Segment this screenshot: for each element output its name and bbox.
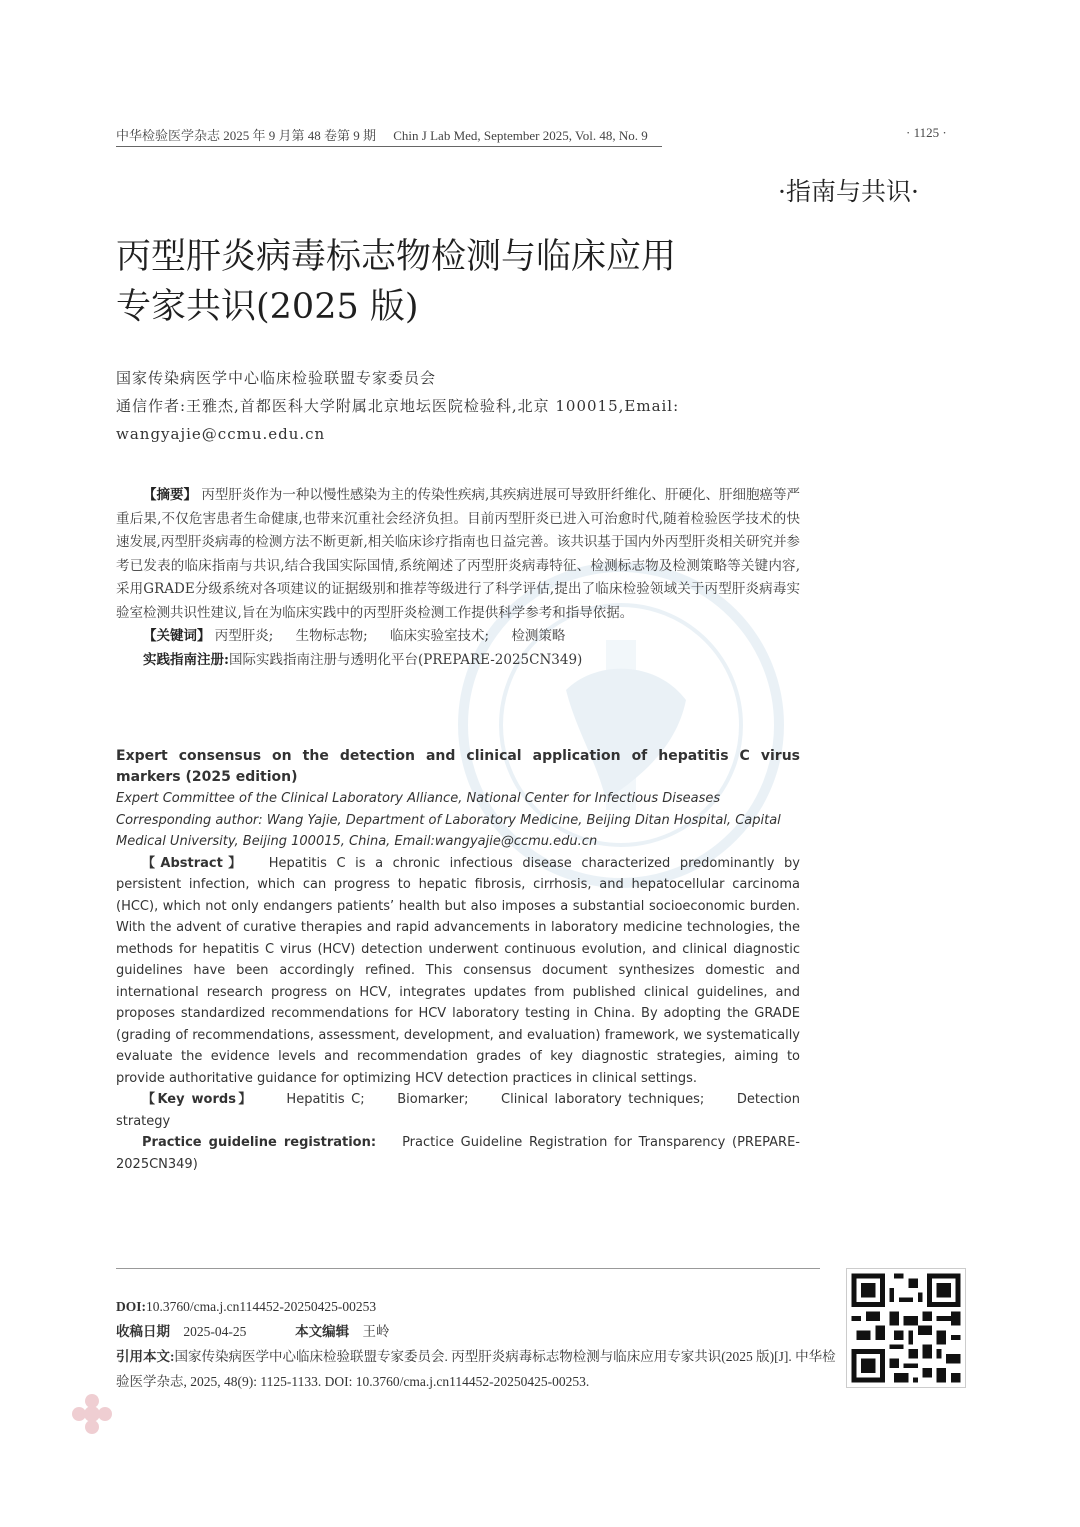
title-line-2: 专家共识(2025 版): [116, 287, 419, 327]
keywords-en: [116, 1089, 800, 1132]
journal-name-cn: 中华检验医学杂志 2025 年 9 月第 48 卷第 9 期: [116, 128, 377, 143]
doi-value[interactable]: 10.3760/cma.j.cn114452-20250425-00253: [146, 1299, 377, 1314]
corresponding-author-en: Corresponding author: Wang Yajie, Department of Laboratory Medicine, Beijing Ditan Hospital, Capital Medical University, Beijing 100015, China, Email:wangyajie@ccmu.edu.cn: [116, 812, 781, 849]
abstract-paragraph-cn: [116, 484, 800, 625]
doi-row: [116, 1294, 836, 1319]
article-title-en: Expert consensus on the detection and clinical application of hepatitis C virus markers (2025 edition): [116, 748, 800, 785]
keyword-en: Biomarker;: [397, 1092, 469, 1107]
keyword-cn: 临床实验室技术;: [390, 628, 490, 644]
title-line-1: 丙型肝炎病毒标志物检测与临床应用: [116, 237, 677, 277]
cite-label: 引用本文:: [116, 1349, 175, 1364]
running-header: [116, 125, 662, 147]
page-number: · 1125 ·: [906, 125, 947, 140]
article-title-cn: [116, 232, 836, 332]
abstract-text-cn: 丙型肝炎作为一种以慢性感染为主的传染性疾病,其疾病进展可导致肝纤维化、肝硬化、肝细胞癌等严重后果,不仅危害患者生命健康,也带来沉重社会经济负担。目前丙型肝炎已进入可治愈时代,随着检验医学技术的快速发展,丙型肝炎病毒的检测方法不断更新,相关临床诊疗指南也日益完善。该共识基于国内外丙型肝炎相关研究并参考已发表的临床指南与共识,结合我国实际国情,系统阐述了丙型肝炎病毒特征、检测标志物及检测策略等关键内容,采用GRADE分级系统对各项建议的证据级别和推荐等级进行了科学评估,提出了临床检验领域关于丙型肝炎病毒实验室检测共识性建议,旨在为临床实践中的丙型肝炎检测工作提供科学参考和指导依据。: [116, 487, 801, 621]
editor-name: 王岭: [362, 1324, 390, 1339]
abstract-en: [116, 853, 800, 1090]
keyword-cn: 生物标志物;: [295, 628, 368, 644]
publisher-logo-icon: [70, 1392, 490, 1436]
abstract-cn: [116, 484, 800, 672]
footer-divider: [116, 1268, 820, 1269]
registration-label-cn: 实践指南注册:: [143, 651, 229, 668]
keyword-cn: 检测策略: [511, 628, 566, 644]
keyword-en: Hepatitis C;: [286, 1092, 365, 1107]
doi-label: DOI:: [116, 1299, 146, 1314]
keywords-label-en: 【Key words】: [142, 1092, 254, 1107]
corresponding-email: wangyajie@ccmu.edu.cn: [116, 425, 326, 443]
keywords-label-cn: 【关键词】: [143, 628, 211, 644]
journal-name-en: Chin J Lab Med, September 2025, Vol. 48, No. 9: [393, 128, 648, 143]
editor-label: 本文编辑: [295, 1324, 350, 1339]
abstract-text-en: Hepatitis C is a chronic infectious disease characterized predominantly by persistent infection, which can progress to hepatic fibrosis, cirrhosis, and hepatocellular carcinoma (HCC), which not only endangers patients’ health but also imposes a substantial socioeconomic burden. With the advent of curative therapies and rapid advancements in laboratory medicine technologies, the methods for hepatitis C virus (HCV) detection underwent continuous evolution, and clinical diagnostic guidelines have been accordingly refined. This consensus document synthesizes domestic and international research progress on HCV, integrates updates from published clinical guidelines, and proposes standardized recommendations for HCV laboratory testing in China. By adopting the GRADE (grading of recommendations, assessment, development, and evaluation) framework, we systematically evaluate the evidence levels and recommendation grades of key diagnostic strategies, aiming to provide authoritative guidance for optimizing HCV detection practices in clinical settings.: [116, 855, 800, 1086]
received-label: 收稿日期: [116, 1324, 170, 1339]
english-section: [116, 746, 800, 1175]
citation-row: [116, 1344, 836, 1394]
registration-en: [116, 1132, 800, 1175]
keyword-en: Clinical laboratory techniques;: [501, 1092, 705, 1107]
keyword-cn: 丙型肝炎;: [214, 628, 274, 644]
received-row: [116, 1319, 836, 1344]
abstract-label-cn: 【摘要】: [143, 487, 198, 503]
registration-cn: [143, 649, 800, 673]
keywords-cn: [143, 625, 800, 649]
article-meta: [116, 1294, 836, 1394]
keyword-en: Detection strategy: [116, 1092, 800, 1129]
qr-code-icon[interactable]: [846, 1268, 966, 1388]
registration-text-en: Practice Guideline Registration for Transparency (PREPARE-2025CN349): [116, 1135, 800, 1172]
author-group-cn: 国家传染病医学中心临床检验联盟专家委员会: [116, 369, 437, 387]
registration-label-en: Practice guideline registration:: [142, 1135, 377, 1150]
cite-text: 国家传染病医学中心临床检验联盟专家委员会. 丙型肝炎病毒标志物检测与临床应用专家共识(2025 版)[J]. 中华检验医学杂志, 2025, 48(9): 1125-1133. DOI: 10.3760/cma.j.cn114452-20250425-00253.: [116, 1349, 836, 1389]
received-date: 2025-04-25: [183, 1324, 247, 1339]
registration-text-cn: 国际实践指南注册与透明化平台(PREPARE-2025CN349): [228, 651, 583, 668]
committee-en: Expert Committee of the Clinical Laboratory Alliance, National Center for Infectious Diseases: [116, 791, 721, 806]
flower-emblem-icon: [70, 1392, 114, 1436]
column-label: ·指南与共识·: [778, 177, 919, 206]
abstract-label-en: 【Abstract】: [142, 855, 247, 871]
authors-cn: [116, 364, 806, 448]
corresponding-author-cn: 通信作者:王雅杰,首都医科大学附属北京地坛医院检验科,北京 100015,Email:: [116, 397, 680, 415]
